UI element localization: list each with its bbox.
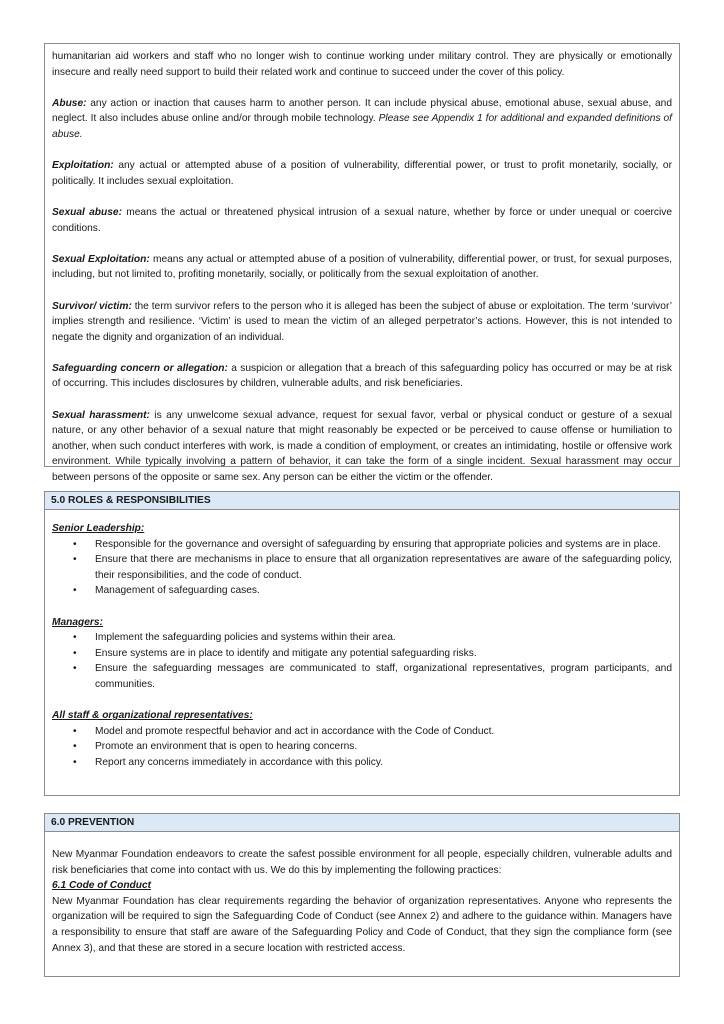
definition-term: Sexual Exploitation: xyxy=(52,253,150,265)
definition-exploitation xyxy=(52,158,672,189)
definition-abuse xyxy=(52,96,672,143)
bullet-icon: • xyxy=(73,725,77,737)
list-item: • Ensure systems are in place to identify and mitigate any potential safeguarding risks. xyxy=(52,646,672,662)
bullet-icon: • xyxy=(73,554,77,566)
group-title-all-staff: All staff & organizational representatives: xyxy=(52,710,253,722)
definition-text: means the actual or threatened physical intrusion of a sexual nature, whether by force or under unequal or coercive conditions. xyxy=(52,206,672,234)
definition-term: Survivor/ victim: xyxy=(52,300,132,312)
all-staff-list xyxy=(52,724,672,771)
group-title-managers: Managers: xyxy=(52,616,103,628)
list-item: • Report any concerns immediately in accordance with this policy. xyxy=(52,755,672,771)
list-item: • Ensure that there are mechanisms in place to ensure that all organization representatives are aware of the safeguarding policy, their responsibilities, and the code of conduct. xyxy=(73,554,672,581)
roles-body xyxy=(45,510,679,771)
definition-term: Abuse: xyxy=(52,97,87,109)
definition-text: means any actual or attempted abuse of a position of vulnerability, differential power, or trust, for sexual purposes, including, but not limited to, profiting monetarily, socially, or politically from the sexual exploitation of another. xyxy=(52,253,672,281)
definition-text: any action or inaction that causes harm to another person. It can include physical abuse, emotional abuse, sexual abuse, and neglect. It also includes abuse online and/or through mobile technology. xyxy=(52,97,672,125)
list-item: • Promote an environment that is open to hearing concerns. xyxy=(52,739,672,755)
bullet-icon: • xyxy=(73,741,77,753)
list-item: • Implement the safeguarding policies and systems within their area. xyxy=(52,630,672,646)
bullet-icon: • xyxy=(73,538,77,550)
list-item: • Responsible for the governance and oversight of safeguarding by ensuring that appropriate policies and systems are in place. xyxy=(52,537,672,553)
prevention-body xyxy=(45,832,679,956)
definitions-box xyxy=(44,43,680,484)
definition-term: Safeguarding concern or allegation: xyxy=(52,362,228,374)
bullet-icon: • xyxy=(73,756,77,768)
managers-list xyxy=(52,630,672,692)
bullet-icon: • xyxy=(73,663,77,675)
prevention-section xyxy=(44,813,680,977)
code-of-conduct-text: New Myanmar Foundation has clear requirements regarding the behavior of organization representatives. Anyone who represents the organization will be required to sign the Safeguarding Code of Conduct (see Annex 2) and adhere to the guidance within. Managers have a responsibility to ensure that staff are aware of the Safeguarding Policy and Code of Conduct, that they sign the compliance form (see Annex 3), and that these are stored in a secure location with restricted access. xyxy=(52,895,672,954)
section-heading: 6.0 PREVENTION xyxy=(45,814,679,832)
list-item: • Model and promote respectful behavior and act in accordance with the Code of Conduct. xyxy=(52,724,672,740)
definition-safeguarding-concern xyxy=(52,361,672,392)
prevention-intro: New Myanmar Foundation endeavors to create the safest possible environment for all people, especially children, vulnerable adults and risk beneficiaries that come into contact with us. We do this by implementing the following practices: xyxy=(52,849,672,876)
bullet-icon: • xyxy=(73,647,77,659)
definition-text: any actual or attempted abuse of a position of vulnerability, differential power, or trust to profit monetarily, socially, or politically. It includes sexual exploitation. xyxy=(52,160,672,187)
subsection-heading-code-of-conduct: 6.1 Code of Conduct xyxy=(52,880,152,892)
definition-text: a suspicion or allegation that a breach of this safeguarding policy has occurred or may be at risk of occurring. This includes disclosures by children, vulnerable adults, and risk beneficiaries. xyxy=(52,362,672,390)
definitions-intro: humanitarian aid workers and staff who no longer wish to continue working under military control. They are physically or emotionally insecure and really need support to build their related work and continue to succeed under the cover of this policy. xyxy=(52,51,672,78)
roles-section xyxy=(44,491,680,796)
list-item: • Ensure the safeguarding messages are communicated to staff, organizational representatives, program participants, and communities. xyxy=(73,663,672,690)
definition-text: the term survivor refers to the person who it is alleged has been the subject of abuse or exploitation. The term ‘survivor’ implies strength and resilience. ‘Victim’ is used to mean the victim of an alleged perpetrator’s actions. However, this is not intended to negate the dignity and organization of an individual. xyxy=(52,300,672,343)
definition-sexual-abuse xyxy=(52,205,672,236)
definitions-body xyxy=(45,44,679,486)
definition-note: Please see Appendix 1 for additional and expanded definitions of abuse. xyxy=(52,113,672,140)
definition-survivor-victim xyxy=(52,299,672,346)
definition-term: Sexual abuse: xyxy=(52,206,122,218)
definition-term: Exploitation: xyxy=(52,160,114,172)
section-heading: 5.0 ROLES & RESPONSIBILITIES xyxy=(45,492,679,510)
definition-text: is any unwelcome sexual advance, request for sexual favor, verbal or physical conduct or gesture of a sexual nature, or any other behavior of a sexual nature that might reasonably be expected or be perceived to cause offense or humiliation to another, when such conduct interferes with work, is made a condition of employment, or creates an intimidating, hostile or offensive work environment. While typically involving a pattern of behavior, it can take the form of a single incident. Sexual harassment may occur between persons of the opposite or same sex. Any person can be either the victim or the offender. xyxy=(52,409,672,484)
senior-leadership-list xyxy=(52,537,672,599)
bullet-icon: • xyxy=(73,632,77,644)
definition-sexual-harassment xyxy=(52,408,672,486)
definition-term: Sexual harassment: xyxy=(52,409,150,421)
list-item: • Management of safeguarding cases. xyxy=(52,583,672,599)
group-title-senior-leadership: Senior Leadership: xyxy=(52,523,145,534)
definition-sexual-exploitation xyxy=(52,252,672,283)
bullet-icon: • xyxy=(73,585,77,597)
